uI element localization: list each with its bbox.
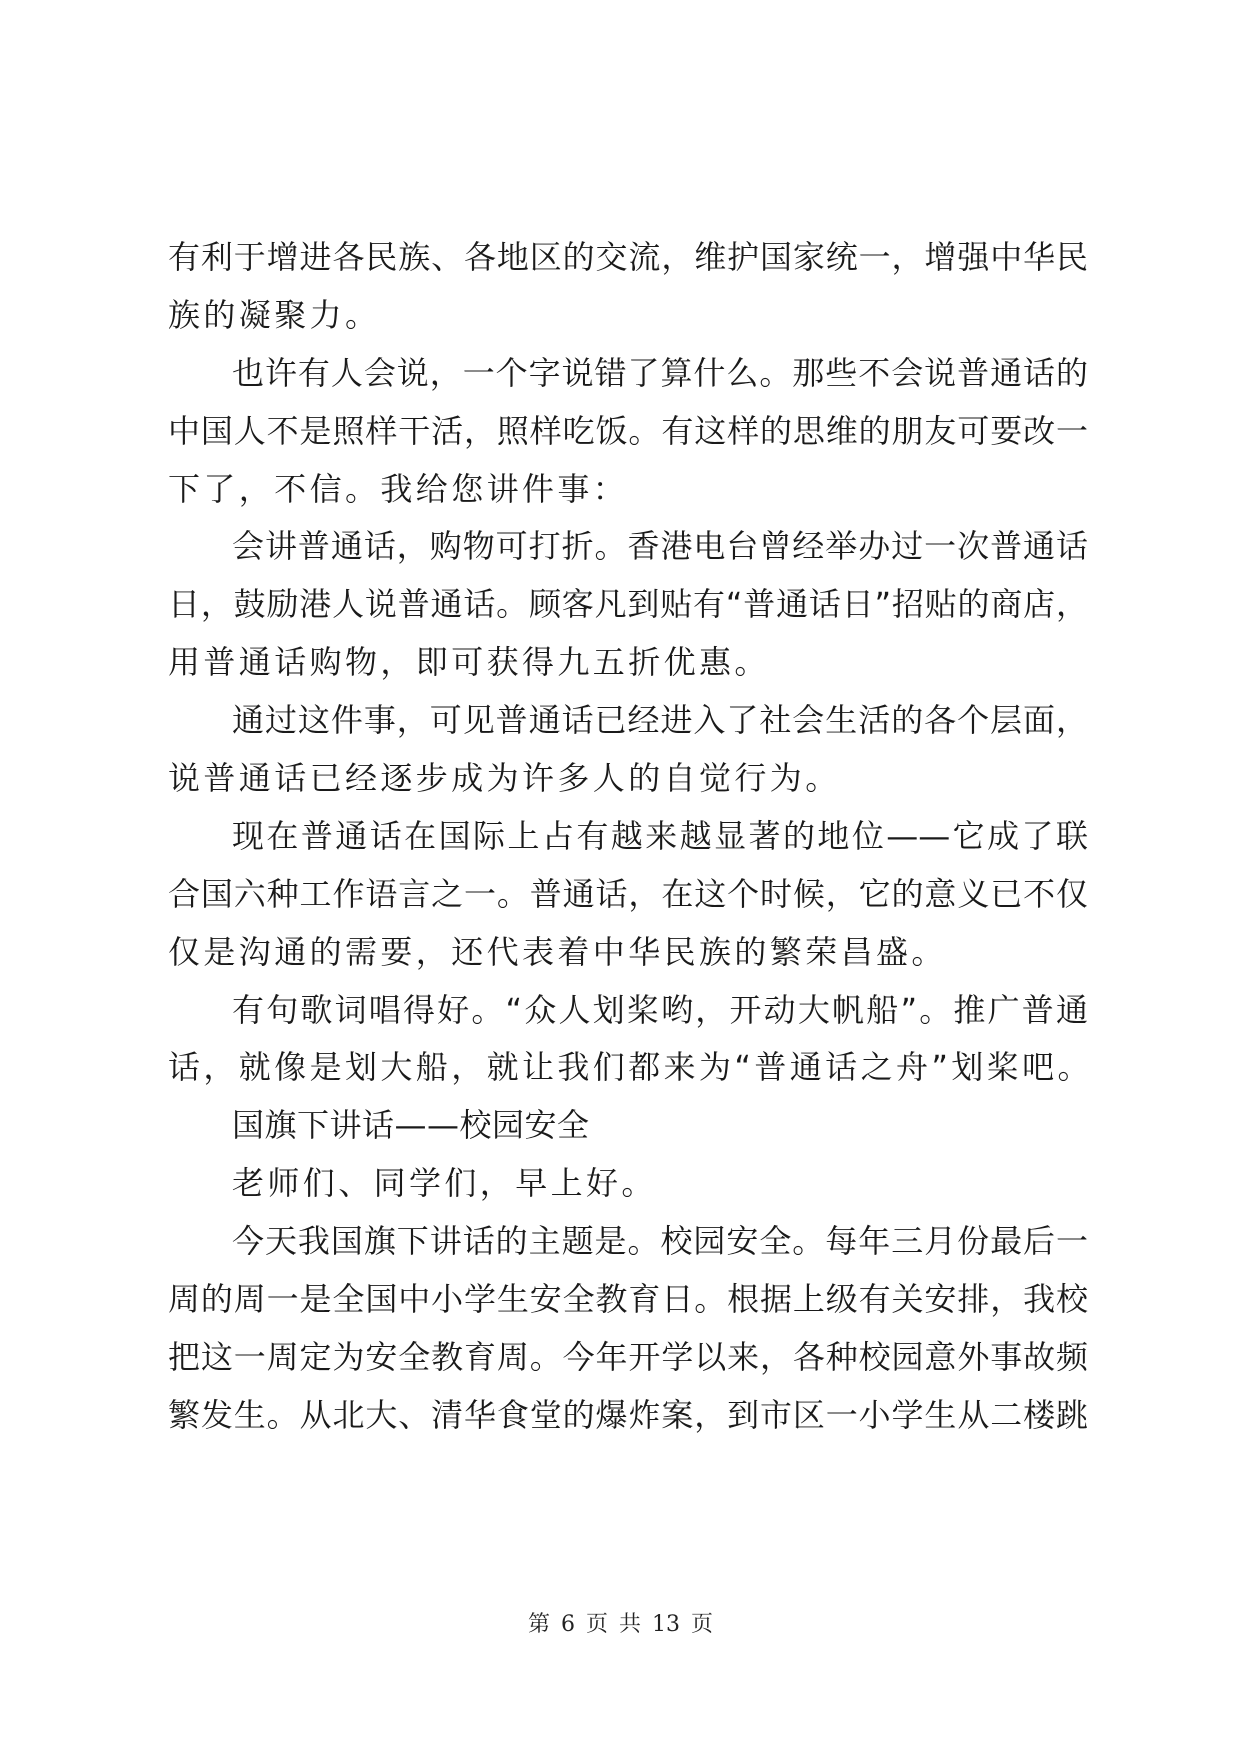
text-line: 周的周一是全国中小学生安全教育日。根据上级有关安排，我校 [168, 1280, 1088, 1319]
text-line: 繁发生。从北大、清华食堂的爆炸案，到市区一小学生从二楼跳 [168, 1395, 1088, 1434]
text-line: 把这一周定为安全教育周。今年开学以来，各种校园意外事故频 [168, 1337, 1088, 1376]
text-line: 说普通话已经逐步成为许多人的自觉行为。 [168, 759, 841, 798]
text-line: 话，就像是划大船，就让我们都来为“普通话之舟”划桨吧。 [168, 1048, 1093, 1087]
text-line: 有句歌词唱得好。“众人划桨哟，开动大帆船”。推广普通 [232, 990, 1088, 1029]
text-line: 用普通话购物，即可获得九五折优惠。 [168, 643, 770, 682]
text-line: 族的凝聚力。 [168, 295, 381, 334]
page-number: 第 6 页 共 13 页 [528, 1612, 713, 1637]
text-line: 老师们、同学们，早上好。 [232, 1164, 657, 1203]
text-line: 合国六种工作语言之一。普通话，在这个时候，它的意义已不仅 [168, 874, 1088, 913]
text-line: 今天我国旗下讲话的主题是。校园安全。每年三月份最后一 [232, 1222, 1088, 1261]
text-line: 现在普通话在国际上占有越来越显著的地位——它成了联 [232, 816, 1088, 855]
text-line: 下了，不信。我给您讲件事： [168, 469, 629, 508]
text-line: 仅是沟通的需要，还代表着中华民族的繁荣昌盛。 [168, 932, 947, 971]
section-heading: 国旗下讲话——校园安全 [232, 1106, 590, 1145]
text-line: 也许有人会说，一个字说错了算什么。那些不会说普通话的 [232, 353, 1088, 392]
text-line: 日，鼓励港人说普通话。顾客凡到贴有“普通话日”招贴的商店， [168, 585, 1088, 624]
body-text [168, 229, 1093, 1445]
text-line: 会讲普通话，购物可打折。香港电台曾经举办过一次普通话 [232, 527, 1088, 566]
text-line: 通过这件事，可见普通话已经进入了社会生活的各个层面， [232, 701, 1088, 740]
text-line: 有利于增进各民族、各地区的交流，维护国家统一，增强中华民 [168, 238, 1088, 276]
text-line: 中国人不是照样干活，照样吃饭。有这样的思维的朋友可要改一 [168, 411, 1088, 450]
